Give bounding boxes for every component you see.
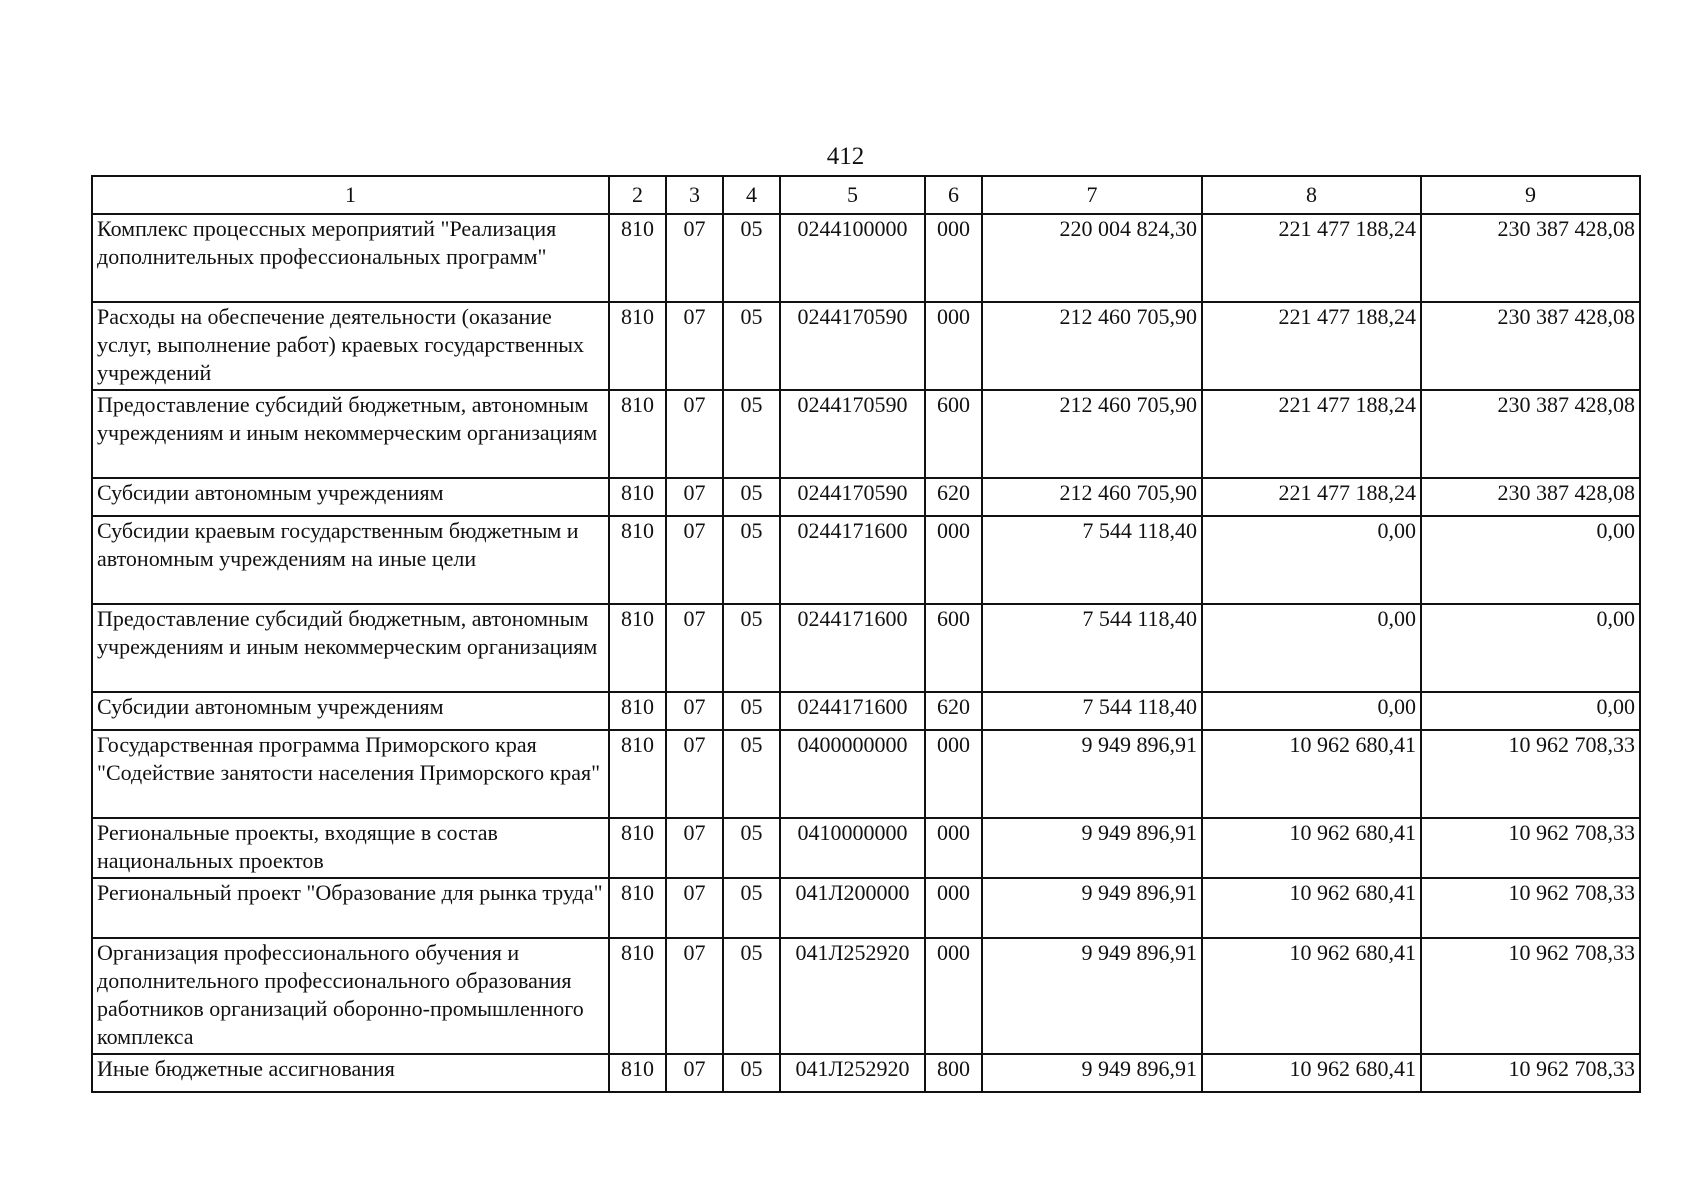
code-cell: 05 [723,604,780,692]
amount-cell: 10 962 680,41 [1202,730,1421,818]
code-cell: 810 [609,390,666,478]
code-cell: 000 [925,818,982,878]
amount-cell: 0,00 [1421,516,1640,604]
code-cell: 600 [925,390,982,478]
table-row [92,214,1640,302]
amount-cell: 10 962 680,41 [1202,938,1421,1054]
amount-cell: 230 387 428,08 [1421,478,1640,516]
budget-table [91,175,1641,1093]
amount-cell: 7 544 118,40 [982,692,1202,730]
code-cell: 0244170590 [780,478,925,516]
page-number: 412 [826,143,865,170]
code-cell: 05 [723,1054,780,1092]
row-name: Субсидии автономным учреждениям [92,478,609,516]
code-cell: 07 [666,818,723,878]
amount-cell: 0,00 [1421,604,1640,692]
table-row [92,390,1640,478]
code-cell: 07 [666,938,723,1054]
code-cell: 810 [609,692,666,730]
header-cell: 5 [780,176,925,214]
row-name: Субсидии краевым государственным бюджетным и автономным учреждениям на иные цели [92,516,609,604]
amount-cell: 212 460 705,90 [982,302,1202,390]
header-cell: 4 [723,176,780,214]
amount-cell: 7 544 118,40 [982,604,1202,692]
row-name: Предоставление субсидий бюджетным, автономным учреждениям и иным некоммерческим организациям [92,390,609,478]
code-cell: 05 [723,302,780,390]
code-cell: 620 [925,692,982,730]
code-cell: 000 [925,516,982,604]
row-name: Предоставление субсидий бюджетным, автономным учреждениям и иным некоммерческим организациям [92,604,609,692]
table-row [92,938,1640,1054]
row-name: Расходы на обеспечение деятельности (оказание услуг, выполнение работ) краевых государственных учреждений [92,302,609,390]
amount-cell: 212 460 705,90 [982,390,1202,478]
header-cell: 6 [925,176,982,214]
header-cell: 2 [609,176,666,214]
row-name: Региональный проект "Образование для рынка труда" [92,878,609,938]
code-cell: 620 [925,478,982,516]
row-name: Комплекс процессных мероприятий "Реализация дополнительных профессиональных программ" [92,214,609,302]
code-cell: 041Л252920 [780,938,925,1054]
table-row [92,1054,1640,1092]
code-cell: 600 [925,604,982,692]
code-cell: 810 [609,214,666,302]
amount-cell: 10 962 680,41 [1202,1054,1421,1092]
row-name: Организация профессионального обучения и дополнительного профессионального образования работников организаций оборонно-промышленного комплекса [92,938,609,1054]
code-cell: 07 [666,730,723,818]
amount-cell: 10 962 708,33 [1421,818,1640,878]
amount-cell: 10 962 708,33 [1421,878,1640,938]
amount-cell: 220 004 824,30 [982,214,1202,302]
row-name: Региональные проекты, входящие в состав национальных проектов [92,818,609,878]
code-cell: 041Л200000 [780,878,925,938]
code-cell: 0400000000 [780,730,925,818]
table-row [92,878,1640,938]
amount-cell: 221 477 188,24 [1202,302,1421,390]
table-row [92,692,1640,730]
code-cell: 07 [666,878,723,938]
code-cell: 810 [609,516,666,604]
code-cell: 07 [666,214,723,302]
code-cell: 800 [925,1054,982,1092]
code-cell: 0244170590 [780,302,925,390]
amount-cell: 10 962 708,33 [1421,1054,1640,1092]
code-cell: 000 [925,938,982,1054]
code-cell: 0244171600 [780,604,925,692]
code-cell: 07 [666,516,723,604]
code-cell: 000 [925,730,982,818]
amount-cell: 0,00 [1202,516,1421,604]
code-cell: 041Л252920 [780,1054,925,1092]
code-cell: 05 [723,214,780,302]
amount-cell: 0,00 [1202,604,1421,692]
code-cell: 0244171600 [780,516,925,604]
amount-cell: 9 949 896,91 [982,938,1202,1054]
amount-cell: 10 962 708,33 [1421,730,1640,818]
code-cell: 07 [666,604,723,692]
header-cell: 7 [982,176,1202,214]
code-cell: 07 [666,1054,723,1092]
amount-cell: 0,00 [1421,692,1640,730]
table-row [92,818,1640,878]
code-cell: 05 [723,516,780,604]
code-cell: 05 [723,692,780,730]
code-cell: 810 [609,818,666,878]
code-cell: 07 [666,478,723,516]
amount-cell: 230 387 428,08 [1421,214,1640,302]
code-cell: 810 [609,878,666,938]
code-cell: 05 [723,878,780,938]
amount-cell: 212 460 705,90 [982,478,1202,516]
amount-cell: 230 387 428,08 [1421,302,1640,390]
code-cell: 07 [666,390,723,478]
code-cell: 0244170590 [780,390,925,478]
header-row [92,176,1640,214]
code-cell: 810 [609,730,666,818]
header-cell: 3 [666,176,723,214]
table-row [92,516,1640,604]
amount-cell: 10 962 708,33 [1421,938,1640,1054]
code-cell: 05 [723,938,780,1054]
code-cell: 0410000000 [780,818,925,878]
code-cell: 05 [723,478,780,516]
amount-cell: 9 949 896,91 [982,878,1202,938]
code-cell: 000 [925,878,982,938]
table-row [92,478,1640,516]
header-cell: 1 [92,176,609,214]
header-cell: 9 [1421,176,1640,214]
amount-cell: 221 477 188,24 [1202,478,1421,516]
amount-cell: 9 949 896,91 [982,730,1202,818]
code-cell: 0244171600 [780,692,925,730]
table-row [92,604,1640,692]
amount-cell: 0,00 [1202,692,1421,730]
amount-cell: 9 949 896,91 [982,1054,1202,1092]
amount-cell: 10 962 680,41 [1202,818,1421,878]
table-row [92,302,1640,390]
header-cell: 8 [1202,176,1421,214]
code-cell: 05 [723,390,780,478]
amount-cell: 221 477 188,24 [1202,390,1421,478]
code-cell: 05 [723,730,780,818]
row-name: Иные бюджетные ассигнования [92,1054,609,1092]
code-cell: 0244100000 [780,214,925,302]
code-cell: 810 [609,1054,666,1092]
code-cell: 810 [609,938,666,1054]
amount-cell: 9 949 896,91 [982,818,1202,878]
row-name: Государственная программа Приморского края "Содействие занятости населения Приморского края" [92,730,609,818]
table-row [92,730,1640,818]
amount-cell: 221 477 188,24 [1202,214,1421,302]
code-cell: 810 [609,302,666,390]
code-cell: 05 [723,818,780,878]
code-cell: 810 [609,478,666,516]
row-name: Субсидии автономным учреждениям [92,692,609,730]
code-cell: 07 [666,302,723,390]
amount-cell: 230 387 428,08 [1421,390,1640,478]
amount-cell: 10 962 680,41 [1202,878,1421,938]
code-cell: 000 [925,302,982,390]
code-cell: 810 [609,604,666,692]
amount-cell: 7 544 118,40 [982,516,1202,604]
code-cell: 07 [666,692,723,730]
code-cell: 000 [925,214,982,302]
